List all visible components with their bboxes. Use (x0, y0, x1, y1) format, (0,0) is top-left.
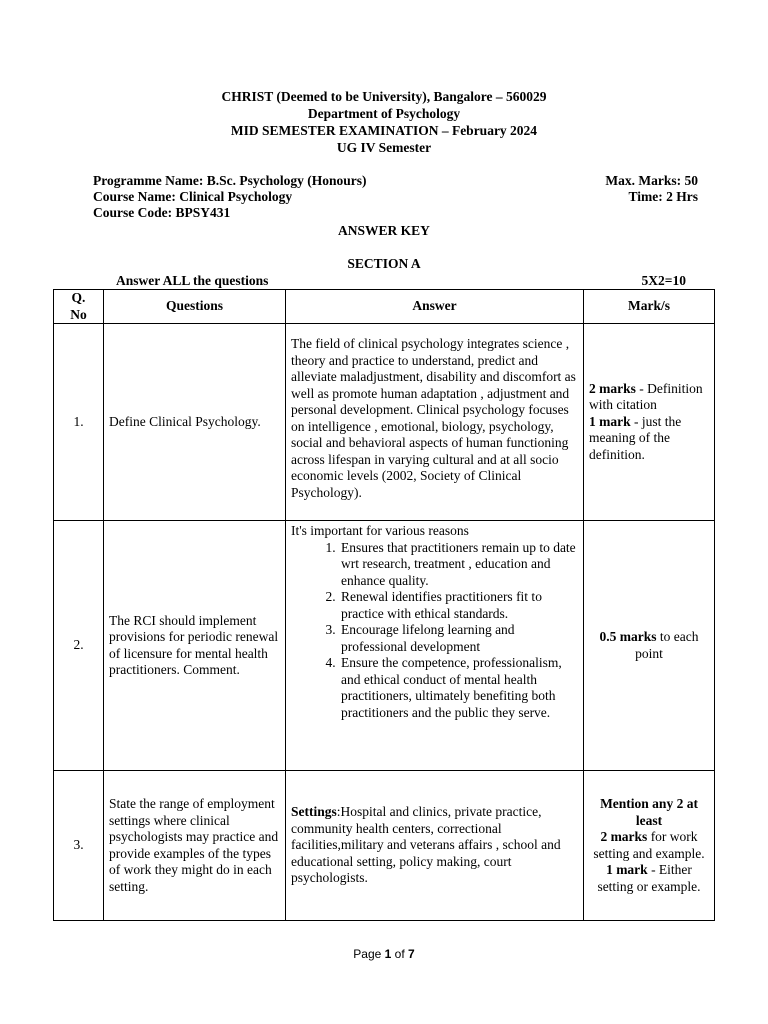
question-number: 2. (54, 521, 104, 771)
section-title: SECTION A (347, 256, 421, 271)
list-item: 2. Renewal identifies practitioners fit to practice with ethical standards. (339, 589, 578, 622)
question-text: The RCI should implement provisions for periodic renewal of licensure for mental health practitioners. Comment. (104, 521, 286, 771)
answer-text: The field of clinical psychology integrates science , theory and practice to understand, predict and alleviate maladjustment, disability and discomfort as well as promote human adaptation , adjustment and personal development. Clinical psychology focuses on intelligence , emotional, biology, psychology, social and behavioral aspects of human functioning across lifespan in varying cultural and at all socio economic levels (2002, Society of Clinical Psychology). (286, 324, 584, 521)
university-name: CHRIST (Deemed to be University), Bangalore – 560029 (221, 89, 547, 104)
question-number: 3. (54, 771, 104, 921)
total-pages: 7 (408, 947, 415, 961)
instruction-row (116, 273, 686, 289)
answer-text (286, 521, 584, 771)
answer-text: Settings:Hospital and clinics, private practice, community health centers, correctional facilities,military and veterans affairs , school and educational setting, policy making, court psychologists. (286, 771, 584, 921)
exam-title: MID SEMESTER EXAMINATION – February 2024 (230, 123, 538, 138)
answer-intro: It's important for various reasons (291, 523, 469, 538)
course-name: Course Name: Clinical Psychology (93, 189, 293, 204)
course-code: Course Code: BPSY431 (93, 205, 231, 220)
question-text: State the range of employment settings where clinical psychologists may practice and provide examples of the types of work they might do in each setting. (104, 771, 286, 921)
question-text: Define Clinical Psychology. (104, 324, 286, 521)
instruction-marks: 5X2=10 (641, 273, 686, 288)
list-item: 4. Ensure the competence, professionalism, and ethical conduct of mental health practitioners, ultimately benefiting both practitioners and the public they serve. (339, 655, 578, 721)
marks-scheme: Mention any 2 at least 2 marks for work setting and example. 1 mark - Either setting or example. (584, 771, 715, 921)
answer-key-table (53, 289, 715, 921)
list-item: 1. Ensures that practitioners remain up to date wrt research, treatment , education and enhance quality. (339, 540, 578, 590)
header-answer: Answer (286, 290, 584, 324)
max-marks: Max. Marks: 50 (605, 173, 698, 188)
table-row (54, 771, 715, 921)
table-header-row (54, 290, 715, 324)
answer-key-title: ANSWER KEY (338, 223, 430, 238)
semester: UG IV Semester (336, 140, 432, 155)
table-row (54, 324, 715, 521)
table-row (54, 521, 715, 771)
programme-name: Programme Name: B.Sc. Psychology (Honours) (93, 173, 367, 188)
header-questions: Questions (104, 290, 286, 324)
header-marks: Mark/s (584, 290, 715, 324)
course-code-row (93, 205, 698, 221)
page-footer: Page 1 of 7 (353, 947, 415, 961)
marks-scheme: 2 marks - Definition with citation 1 mark - just the meaning of the definition. (584, 324, 715, 521)
list-item: 3. Encourage lifelong learning and professional development (339, 622, 578, 655)
course-row (93, 189, 698, 205)
header-qno: Q. No (54, 290, 104, 324)
current-page: 1 (384, 947, 392, 961)
exam-time: Time: 2 Hrs (628, 189, 698, 204)
programme-row (93, 173, 698, 189)
instruction-text: Answer ALL the questions (116, 273, 269, 288)
marks-scheme: 0.5 marks to each point (584, 521, 715, 771)
question-number: 1. (54, 324, 104, 521)
department-name: Department of Psychology (307, 106, 461, 121)
answer-points (291, 540, 578, 722)
